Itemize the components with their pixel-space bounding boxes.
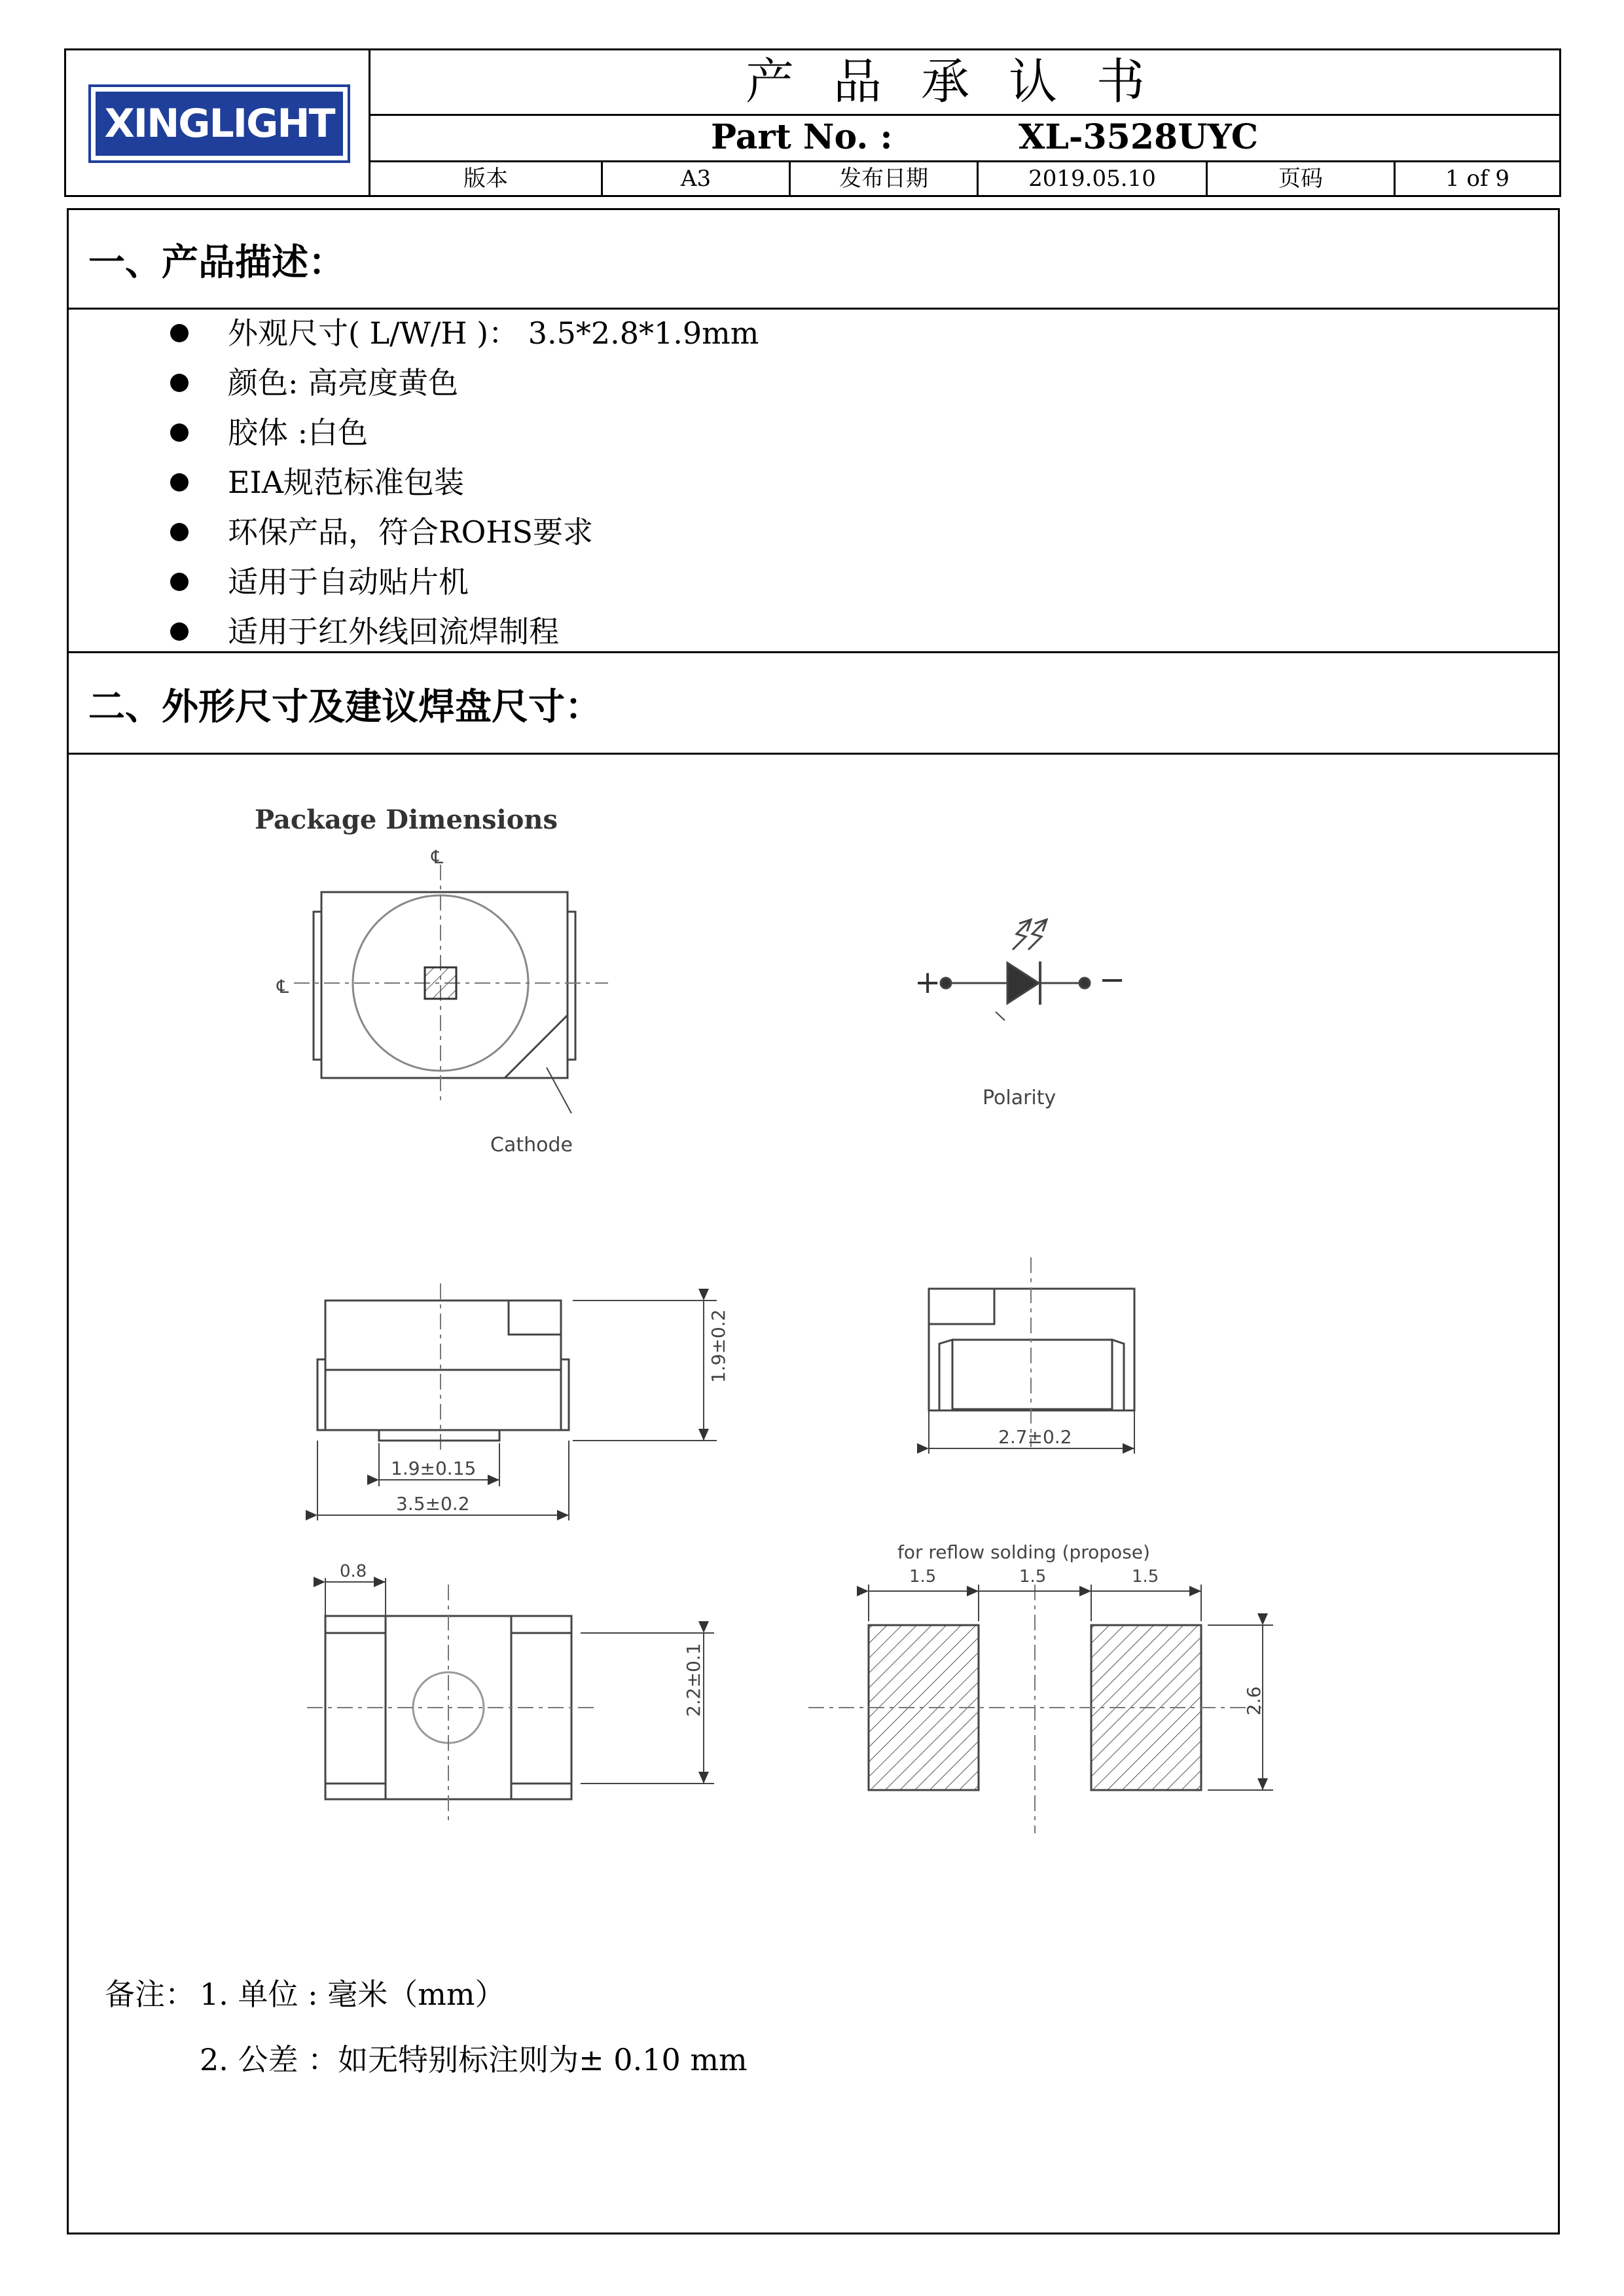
list-item: 胶体 :白色 (170, 408, 759, 457)
dim-width-label: 2.7±0.2 (998, 1426, 1072, 1448)
top-view (294, 865, 608, 1113)
section2-divider (69, 753, 1558, 755)
document-title: 产品承认书 (370, 50, 1559, 116)
polarity-label: Polarity (983, 1086, 1056, 1109)
end-view (929, 1257, 1134, 1454)
bullet-icon (170, 423, 189, 442)
section1-title: 一、产品描述： (88, 242, 345, 284)
list-item: 适用于红外线回流焊制程 (170, 607, 759, 656)
page-label: 页码 (1208, 162, 1396, 195)
centerline-label: ℄ (431, 846, 443, 868)
list-item: 颜色: 高亮度黄色 (170, 358, 759, 408)
bullet-icon (170, 622, 189, 641)
bottom-view (307, 1578, 714, 1820)
plus-sign: + (914, 964, 941, 1001)
company-logo (88, 84, 350, 163)
date-label: 发布日期 (791, 162, 979, 195)
cathode-label: Cathode (490, 1134, 573, 1157)
section2-title: 二、外形尺寸及建议焊盘尺寸： (88, 686, 602, 728)
bullet-icon (170, 473, 189, 492)
notes-label: 备注： (105, 1977, 195, 2012)
part-number-row (370, 116, 1559, 162)
list-item: 环保产品，符合ROHS要求 (170, 507, 759, 557)
package-dimensions-title: Package Dimensions (255, 804, 558, 835)
side-view (317, 1283, 717, 1520)
pad-width-label: 1.5 (909, 1567, 937, 1587)
header-table (64, 48, 1561, 197)
list-item: EIA规范标准包装 (170, 457, 759, 507)
dim-length-label: 3.5±0.2 (396, 1493, 470, 1515)
minus-sign: − (1099, 961, 1126, 998)
pad-height-label: 2.6 (1243, 1686, 1265, 1715)
feature-list (170, 308, 759, 656)
date-value: 2019.05.10 (979, 162, 1208, 195)
dim-lens-label: 2.2±0.1 (683, 1643, 704, 1717)
dim-inner-label: 1.9±0.15 (391, 1458, 477, 1479)
diode-symbol-icon (941, 920, 1090, 1020)
list-item: 外观尺寸( L/W/H )： 3.5*2.8*1.9mm (170, 308, 759, 358)
part-number-value: XL-3528UYC (1019, 117, 1259, 157)
logo-cell (66, 50, 370, 195)
logo-text: XINGLIGHT (96, 92, 343, 156)
version-label: 版本 (370, 162, 603, 195)
bullet-icon (170, 374, 189, 392)
note-line-1: 1. 单位 : 毫米（mm） (200, 1977, 505, 2012)
bullet-icon (170, 324, 189, 342)
page-value: 1 of 9 (1445, 166, 1509, 192)
dim-lead-label: 0.8 (340, 1562, 367, 1581)
content-frame (67, 208, 1560, 2234)
section2-top-divider (69, 651, 1558, 653)
meta-row (370, 162, 1559, 195)
part-number-label: Part No. : (711, 117, 893, 157)
pad-gap-label: 1.5 (1019, 1567, 1047, 1587)
solder-pad-layout (808, 1585, 1273, 1833)
list-item: 适用于自动贴片机 (170, 557, 759, 607)
pad-width-label: 1.5 (1132, 1567, 1159, 1587)
version-value: A3 (603, 162, 791, 195)
bullet-icon (170, 573, 189, 591)
reflow-title: for reflow solding (propose) (897, 1541, 1150, 1563)
note-line-2: 2. 公差 ：如无特别标注则为± 0.10 mm (200, 2042, 748, 2077)
bullet-icon (170, 523, 189, 541)
package-drawing (69, 799, 1558, 2043)
centerline-label: ℄ (277, 976, 289, 997)
dim-height-label: 1.9±0.2 (708, 1309, 729, 1383)
